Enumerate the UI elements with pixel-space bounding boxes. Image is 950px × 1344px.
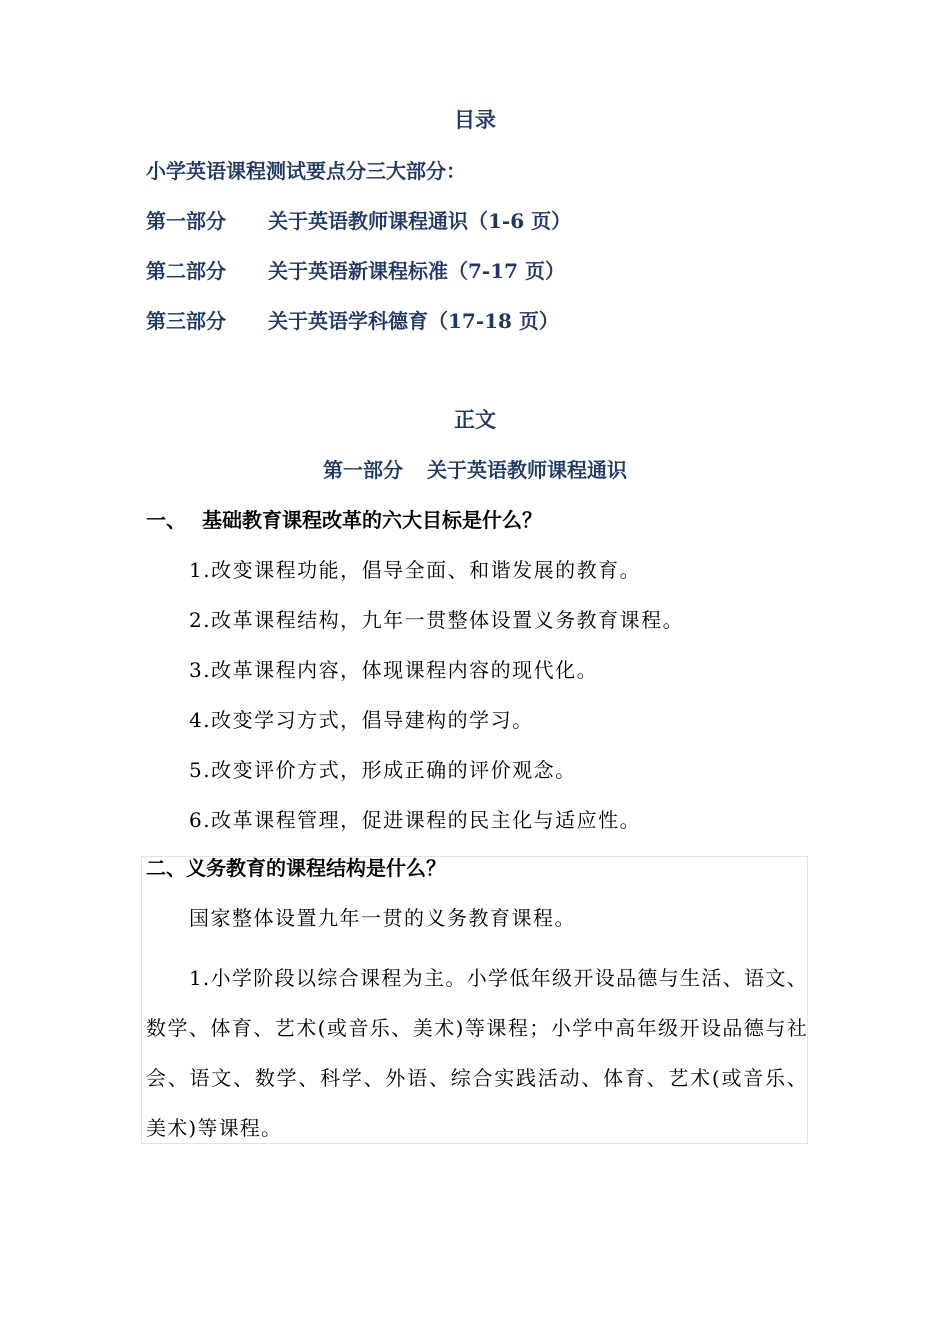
section-heading-text: 基础教育课程改革的六大目标是什么？ (202, 508, 542, 532)
body-title: 正文 (454, 407, 496, 432)
section-heading-2: 二、义务教育的课程结构是什么？ (146, 856, 446, 880)
toc-item-title: 关于英语学科德育（17-18 页） (268, 309, 559, 333)
section-heading (146, 505, 542, 535)
toc-item (146, 306, 559, 336)
toc-item-part: 第一部分 (146, 209, 226, 233)
part-title (0, 455, 950, 485)
toc-item-part: 第三部分 (146, 309, 226, 333)
toc-intro: 小学英语课程测试要点分三大部分： (146, 159, 466, 183)
toc-item-title: 关于英语教师课程通识（1-6 页） (268, 209, 572, 233)
toc-item (146, 256, 565, 286)
section-number: 一、 (146, 508, 186, 532)
toc-item-title: 关于英语新课程标准（7-17 页） (268, 259, 566, 283)
list-item: 1.改变课程功能，倡导全面、和谐发展的教育。 (189, 558, 642, 582)
section-paragraph: 1.小学阶段以综合课程为主。小学低年级开设品德与生活、语文、数学、体育、艺术(或音乐、美术)等课程；小学中高年级开设品德与社会、语文、数学、科学、外语、综合实践活动、体育、艺术(或音乐、美术)等课程。 (146, 966, 808, 1140)
toc-item-part: 第二部分 (146, 259, 226, 283)
section-intro: 国家整体设置九年一贯的义务教育课程。 (189, 906, 576, 930)
part-title-text: 关于英语教师课程通识 (427, 458, 627, 482)
toc-item (146, 206, 571, 236)
list-item: 2.改革课程结构，九年一贯整体设置义务教育课程。 (189, 608, 685, 632)
list-item: 3.改革课程内容，体现课程内容的现代化。 (189, 658, 599, 682)
list-item: 5.改变评价方式，形成正确的评价观念。 (189, 758, 577, 782)
part-label: 第一部分 (323, 458, 403, 482)
list-item: 4.改变学习方式，倡导建构的学习。 (189, 708, 534, 732)
toc-title: 目录 (454, 107, 496, 132)
list-item: 6.改革课程管理，促进课程的民主化与适应性。 (189, 808, 642, 832)
